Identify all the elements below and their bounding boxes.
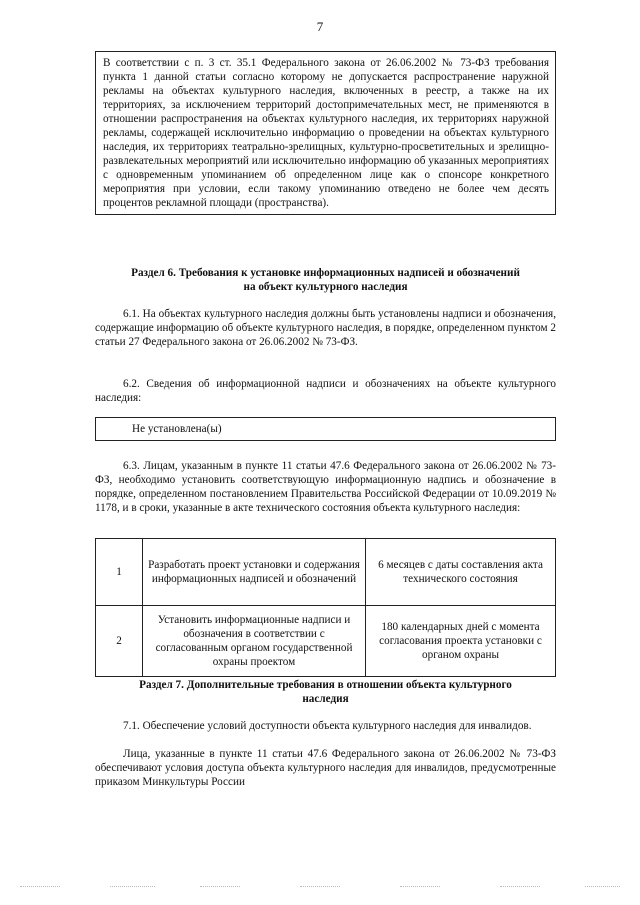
row-task: Разработать проект установки и содержания информационных надписей и обозначений [143,539,366,606]
footer-dotted-mark [585,886,620,887]
row-number: 2 [96,606,143,677]
section6-title-line1: Раздел 6. Требования к установке информационных надписей и обозначений [131,267,520,279]
paragraph-6-3: 6.3. Лицам, указанным в пункте 11 статьи 47.6 Федерального закона от 26.06.2002 № 73-ФЗ, необходимо установить соответствующую информационную надпись и обозначение в порядке, определенном постановлением Правительства Российской Федерации от 10.09.2019 № 1178, и в сроки, указанные в акте технического состояния объекта культурного наследия: [95,460,556,514]
section7-heading [95,678,556,706]
table-row [96,539,556,606]
footer-dotted-mark [110,886,155,887]
row-task: Установить информационные надписи и обозначения в соответствии с согласованным органом государственной охраны проектом [143,606,366,677]
footer-dotted-mark [200,886,240,887]
section7-title-line1: Раздел 7. Дополнительные требования в отношении объекта культурного [139,679,512,691]
footer-dotted-mark [20,886,60,887]
table-row [96,606,556,677]
requirements-table [95,538,556,677]
row-number: 1 [96,539,143,606]
footer-dotted-mark [400,886,440,887]
inscription-status-box: Не установлена(ы) [95,417,556,441]
page-number: 7 [316,19,324,34]
paragraph-6-2: 6.2. Сведения об информационной надписи и обозначениях на объекте культурного наследия: [95,378,556,404]
section7-title-line2: наследия [302,693,349,705]
row-term: 6 месяцев с даты составления акта технического состояния [366,539,556,606]
footer-dotted-mark [300,886,340,887]
footer-dotted-mark [500,886,540,887]
paragraph-7-1: 7.1. Обеспечение условий доступности объекта культурного наследия для инвалидов. [123,720,532,732]
section6-heading [95,266,556,294]
section6-title-line2: на объект культурного наследия [243,281,408,293]
advertising-notice-box: В соответствии с п. 3 ст. 35.1 Федерального закона от 26.06.2002 № 73-ФЗ требования пункта 1 данной статьи согласно которому не допускается распространение наружной рекламы на объектах культурного наследия, включенных в реестр, а также на их территориях, за исключением территорий достопримечательных мест, не применяются в отношении распространения на объектах культурного наследия, их территориях наружной рекламы, содержащей исключительно информацию о проведении на объектах культурного наследия, их территориях театрально-зрелищных, культурно-просветительных и зрелищно-развлекательных мероприятий или исключительно информацию об указанных мероприятиях с одновременным упоминанием об определенном лице как о спонсоре конкретного мероприятия при условии, если такому упоминанию отведено не более чем десять процентов рекламной площади (пространства). [95,51,556,215]
row-term: 180 календарных дней с момента согласования проекта установки с органом охраны [366,606,556,677]
paragraph-6-1: 6.1. На объектах культурного наследия должны быть установлены надписи и обозначения, содержащие информацию об объекте культурного наследия, в порядке, определенном пунктом 2 статьи 27 Федерального закона от 26.06.2002 № 73-ФЗ. [95,308,556,348]
paragraph-7-1-continued: Лица, указанные в пункте 11 статьи 47.6 Федерального закона от 26.06.2002 № 73-ФЗ обеспечивают условия доступа объекта культурного наследия для инвалидов, предусмотренные приказом Минкультуры России [95,748,556,788]
